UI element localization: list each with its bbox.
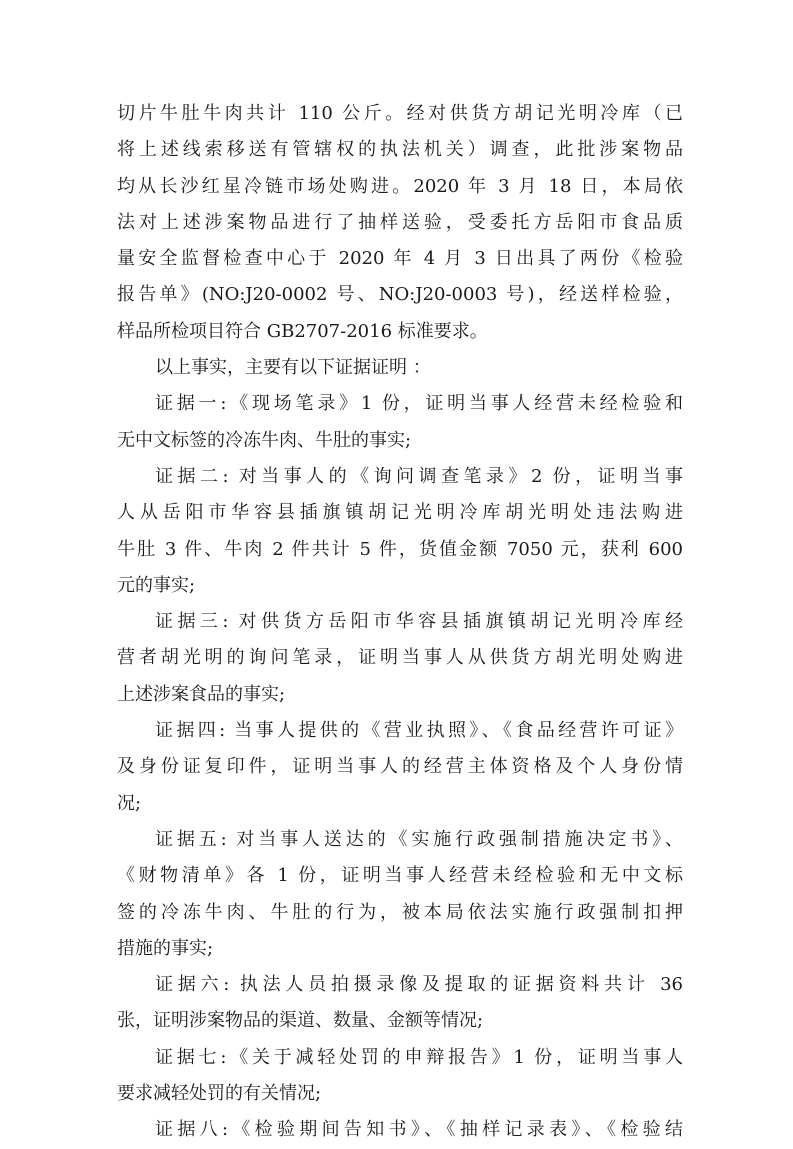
text-line: 量安全监督检查中心于 2020 年 4 月 3 日出具了两份《检验 bbox=[117, 248, 683, 270]
text-line: 况; bbox=[117, 792, 142, 814]
text-line: 将上述线索移送有管辖权的执法机关）调查，此批涉案物品 bbox=[117, 139, 683, 161]
text-line: 措施的事实; bbox=[117, 937, 214, 959]
text-line: 证据五: 对当事人送达的《实施行政强制措施决定书》、 bbox=[155, 828, 683, 850]
text-line: 证据一:《现场笔录》1 份，证明当事人经营未经检验和 bbox=[155, 393, 683, 415]
text-line: 以上事实，主要有以下证据证明 ： bbox=[155, 357, 431, 379]
text-line: 元的事实; bbox=[117, 574, 196, 596]
text-line: 牛肚 3 件、牛肉 2 件共计 5 件，货值金额 7050 元，获利 600 bbox=[117, 538, 683, 560]
text-line: 样品所检项目符合 GB2707-2016 标准要求。 bbox=[117, 320, 488, 342]
body-text bbox=[117, 96, 683, 1149]
text-line: 证据三: 对供货方岳阳市华容县插旗镇胡记光明冷库经 bbox=[155, 611, 683, 633]
text-line: 证据六: 执法人员拍摄录像及提取的证据资料共计 36 bbox=[155, 974, 683, 996]
text-line: 营者胡光明的询问笔录，证明当事人从供货方胡光明处购进 bbox=[117, 647, 683, 669]
text-line: 法对上述涉案物品进行了抽样送验，受委托方岳阳市食品质 bbox=[117, 211, 683, 233]
text-line: 上述涉案食品的事实; bbox=[117, 683, 286, 705]
text-line: 《财物清单》各 1 份，证明当事人经营未经检验和无中文标 bbox=[117, 865, 683, 887]
text-line: 证据二: 对当事人的《询问调查笔录》2 份，证明当事 bbox=[155, 465, 683, 487]
text-line: 签的冷冻牛肉、牛肚的行为，被本局依法实施行政强制扣押 bbox=[117, 901, 683, 923]
text-line: 证据七:《关于减轻处罚的申辩报告》1 份，证明当事人 bbox=[155, 1046, 683, 1068]
text-line: 报告单》(NO:J20-0002 号、NO:J20-0003 号)，经送样检验， bbox=[117, 284, 683, 306]
text-line: 无中文标签的冷冻牛肉、牛肚的事实; bbox=[117, 429, 412, 451]
text-line: 切片牛肚牛肉共计 110 公斤。经对供货方胡记光明冷库（已 bbox=[117, 103, 683, 124]
text-line: 人从岳阳市华容县插旗镇胡记光明冷库胡光明处违法购进 bbox=[117, 502, 683, 524]
text-line: 张，证明涉案物品的渠道、数量、金额等情况; bbox=[117, 1010, 484, 1032]
text-line: 及身份证复印件，证明当事人的经营主体资格及个人身份情 bbox=[117, 756, 683, 778]
text-line: 证据四: 当事人提供的《营业执照》、《食品经营许可证》 bbox=[155, 720, 683, 742]
text-line: 要求减轻处罚的有关情况; bbox=[117, 1083, 322, 1105]
text-line: 均从长沙红星冷链市场处购进。2020 年 3 月 18 日，本局依 bbox=[117, 175, 683, 197]
text-line: 证据八:《检验期间告知书》、《抽样记录表》、《检验结 bbox=[155, 1119, 683, 1141]
